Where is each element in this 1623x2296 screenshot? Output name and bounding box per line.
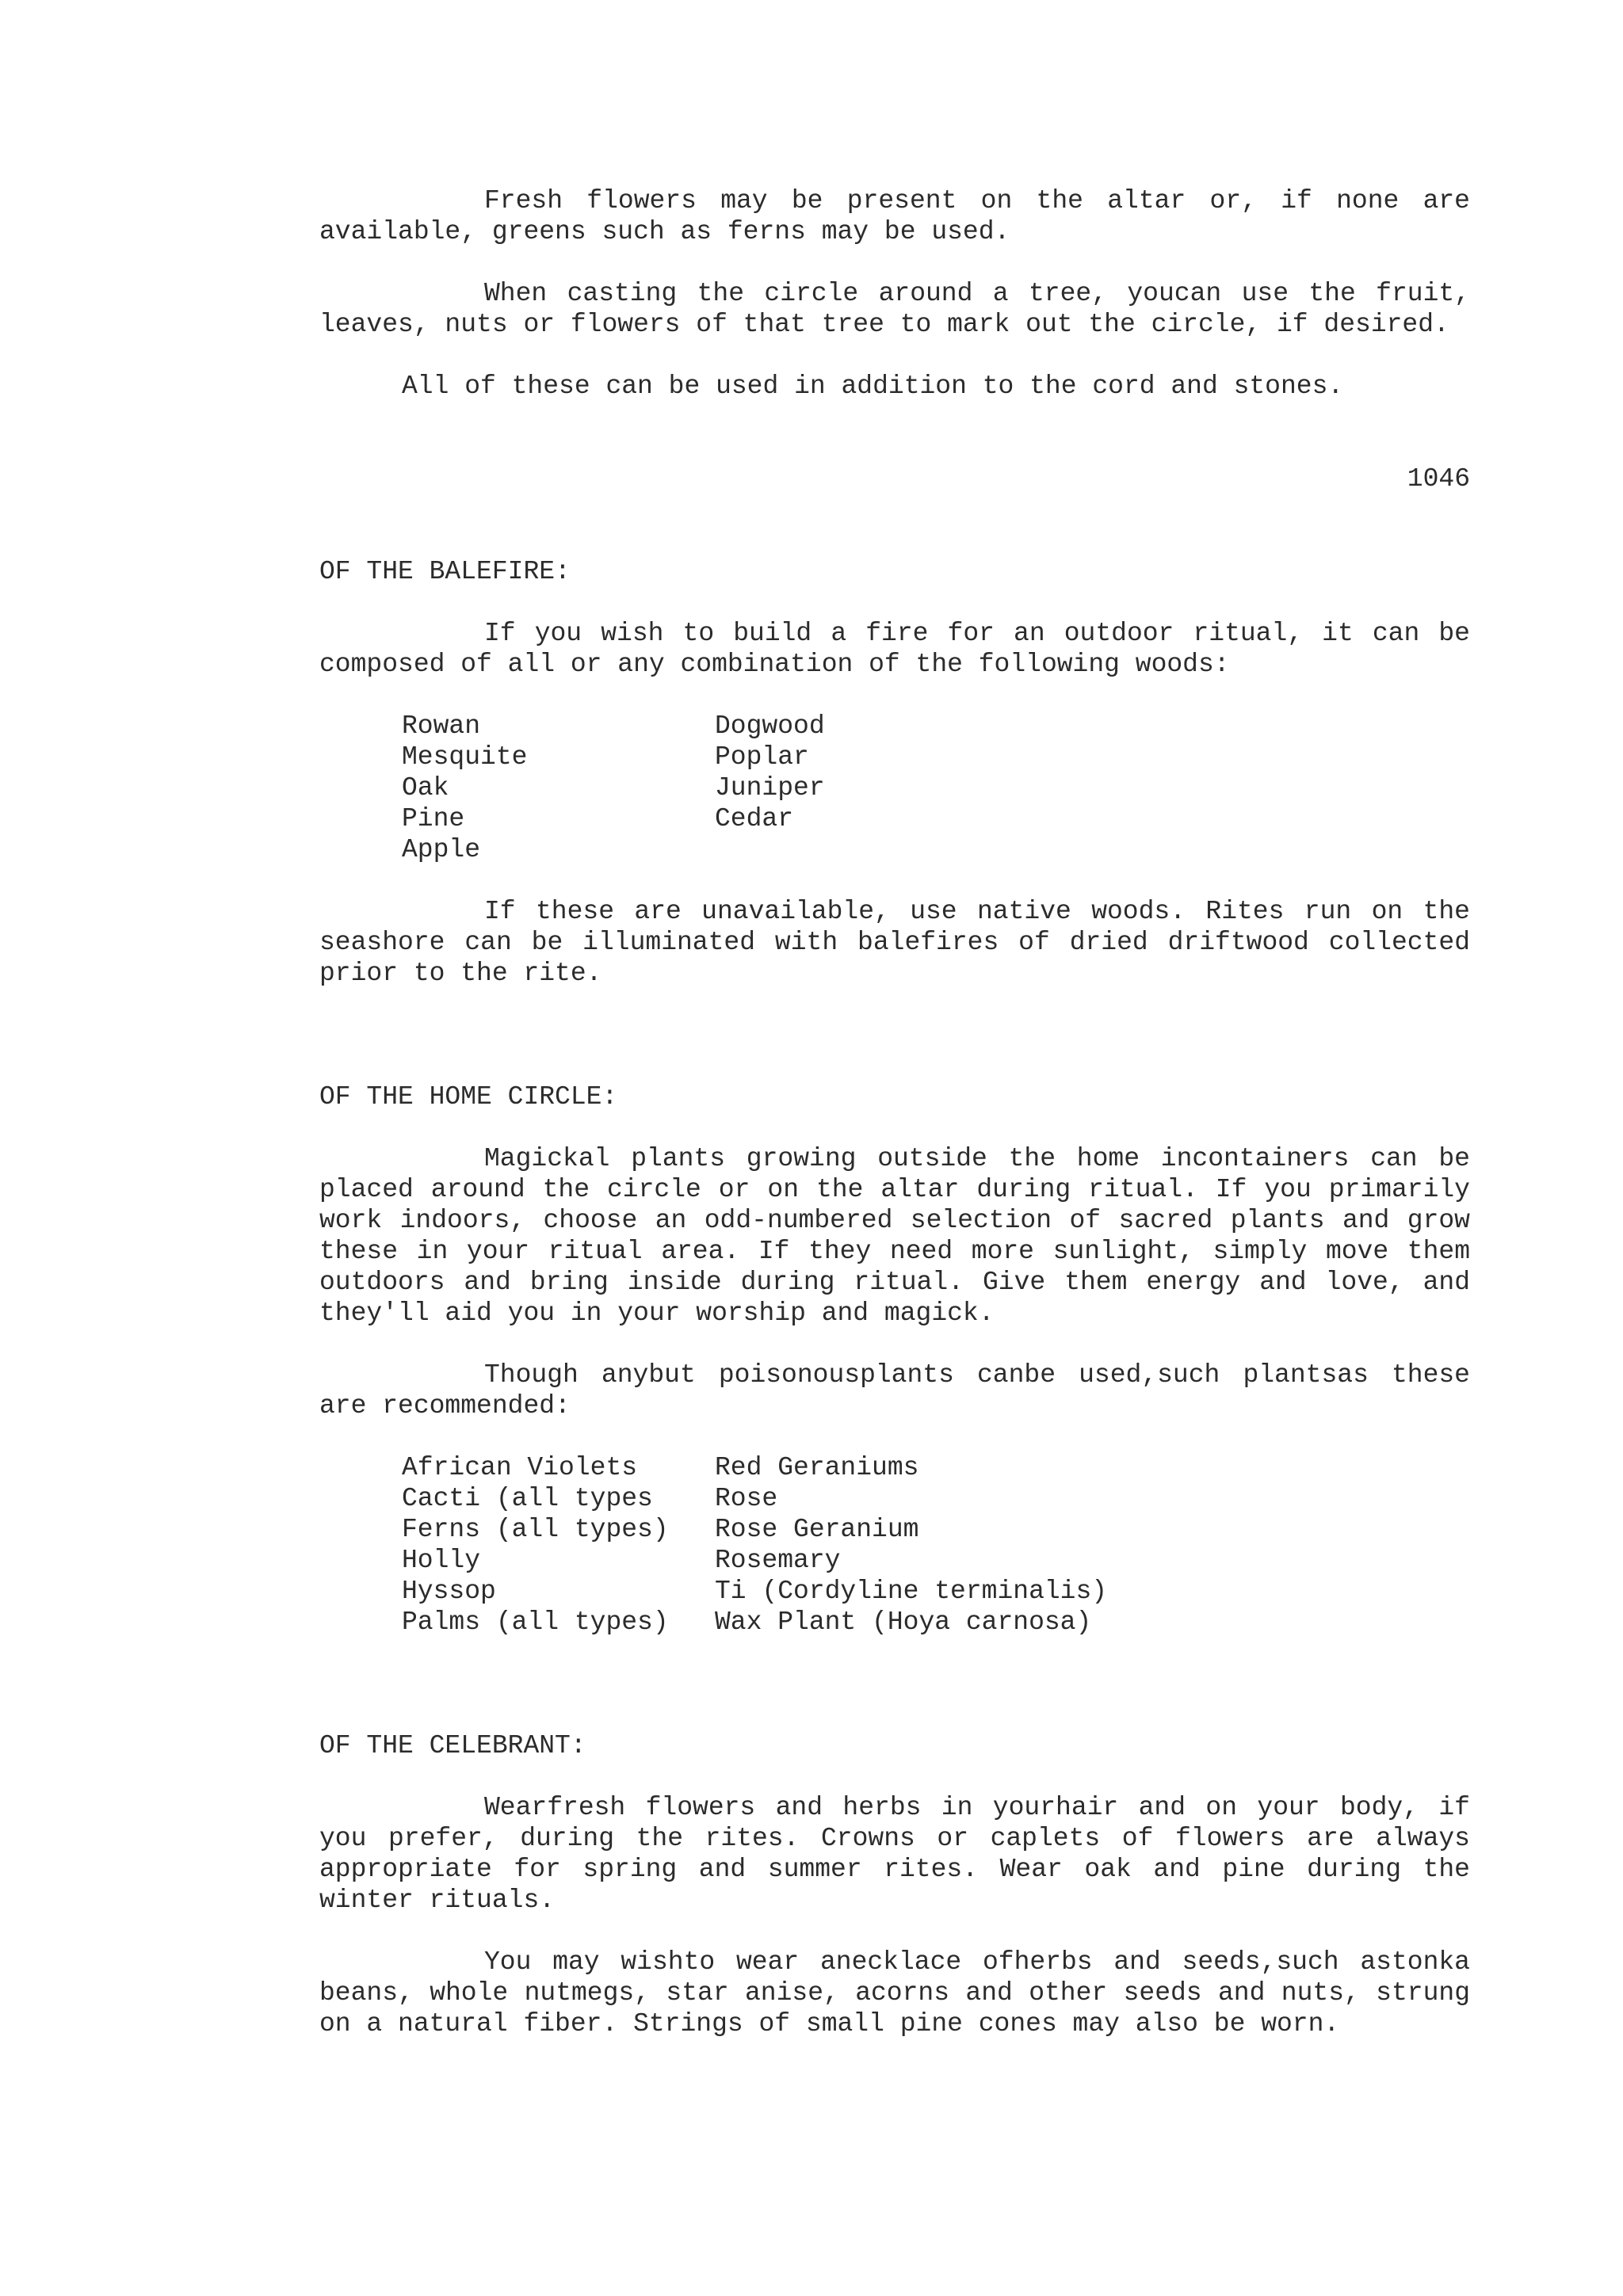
celebrant-heading: OF THE CELEBRANT: (319, 1731, 586, 1760)
woods-list (402, 711, 1470, 865)
list-item (402, 1483, 1470, 1514)
list-item (402, 1514, 1470, 1545)
plant-name: Palms (all types) (402, 1608, 669, 1637)
plant-name: Red Geraniums (715, 1453, 919, 1482)
document-page (319, 185, 1470, 2039)
list-item (402, 1576, 1470, 1607)
celebrant-paragraph-2: You may wishto wear anecklace ofherbs and seeds,such astonka beans, whole nutmegs, star anise, acorns and other seeds and nuts, strung on a natural fiber. Strings of small pine cones may also be worn. (319, 1947, 1470, 2039)
home-circle-heading: OF THE HOME CIRCLE: (319, 1082, 618, 1112)
list-item (402, 834, 1470, 865)
plant-name: Rose Geranium (715, 1515, 919, 1544)
plant-name: Wax Plant (Hoya carnosa) (715, 1608, 1092, 1637)
balefire-paragraph-1: If you wish to build a fire for an outdoor ritual, it can be composed of all or any combination of the following woods: (319, 619, 1470, 679)
plant-name: Cacti (all types (402, 1484, 653, 1513)
home-circle-paragraph-2: Though anybut poisonousplants canbe used,such plantsas these are recommended: (319, 1360, 1470, 1421)
wood-name: Cedar (715, 804, 794, 833)
wood-name: Mesquite (402, 742, 528, 772)
wood-name: Rowan (402, 711, 481, 741)
plant-name: Holly (402, 1546, 481, 1575)
list-item (402, 1545, 1470, 1576)
balefire-heading: OF THE BALEFIRE: (319, 557, 571, 586)
intro-paragraph-3: All of these can be used in addition to the cord and stones. (402, 372, 1344, 401)
list-item (402, 803, 1470, 834)
plant-name: Ferns (all types) (402, 1515, 669, 1544)
wood-name: Dogwood (715, 711, 825, 741)
wood-name: Oak (402, 773, 449, 803)
page-number: 1046 (1407, 464, 1470, 494)
intro-paragraph-1: Fresh flowers may be present on the altar or, if none are available, greens such as ferns may be used. (319, 186, 1470, 246)
intro-paragraph-2: When casting the circle around a tree, youcan use the fruit, leaves, nuts or flowers of that tree to mark out the circle, if desired. (319, 279, 1470, 339)
plant-name: Rosemary (715, 1546, 841, 1575)
wood-name: Pine (402, 804, 465, 833)
balefire-paragraph-2: If these are unavailable, use native woods. Rites run on the seashore can be illuminated with balefires of dried driftwood collected prior to the rite. (319, 897, 1470, 988)
home-circle-paragraph-1: Magickal plants growing outside the home incontainers can be placed around the circle or on the altar during ritual. If you primarily work indoors, choose an odd-numbered selection of sacred plants and grow these in your ritual area. If they need more sunlight, simply move them outdoors and bring inside during ritual. Give them energy and love, and they'll aid you in your worship and magick. (319, 1144, 1470, 1328)
wood-name: Poplar (715, 742, 809, 772)
list-item (402, 772, 1470, 803)
list-item (402, 1607, 1470, 1638)
list-item (402, 1452, 1470, 1483)
plants-list (402, 1452, 1470, 1638)
wood-name: Apple (402, 835, 481, 864)
list-item (402, 711, 1470, 742)
plant-name: Ti (Cordyline terminalis) (715, 1577, 1108, 1606)
wood-name: Juniper (715, 773, 825, 803)
list-item (402, 742, 1470, 772)
plant-name: Hyssop (402, 1577, 496, 1606)
plant-name: African Violets (402, 1453, 638, 1482)
celebrant-paragraph-1: Wearfresh flowers and herbs in yourhair and on your body, if you prefer, during the rites. Crowns or caplets of flowers are always appropriate for spring and summer rites. Wear oak and pine during the winter rituals. (319, 1793, 1470, 1915)
plant-name: Rose (715, 1484, 778, 1513)
